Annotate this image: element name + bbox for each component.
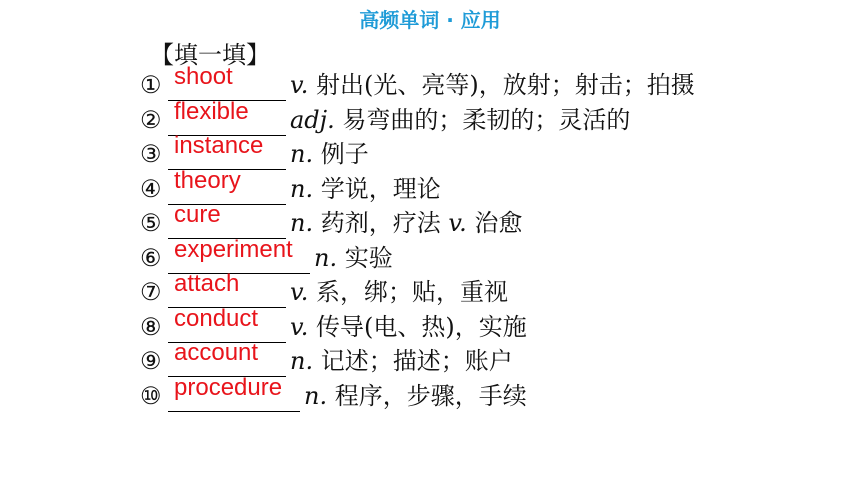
- item-number: ⑤: [140, 209, 162, 237]
- item-number: ②: [140, 105, 162, 134]
- part-of-speech: adj.: [290, 105, 335, 134]
- definition: 例子: [313, 140, 369, 168]
- item-number: ⑧: [140, 312, 162, 341]
- item-number: ⑦: [140, 278, 162, 306]
- section-label: 【填一填】: [150, 41, 270, 69]
- answer-text: procedure: [174, 373, 283, 401]
- definition: 易弯曲的；柔韧的；灵活的: [334, 105, 631, 134]
- part-of-speech: n.: [304, 381, 328, 410]
- vocab-item: [140, 373, 695, 416]
- answer-text: experiment: [174, 235, 293, 263]
- item-number: ⑨: [140, 347, 162, 375]
- part-of-speech: n.: [290, 140, 314, 168]
- item-number: ③: [140, 140, 162, 168]
- answer-text: instance: [174, 132, 264, 159]
- answer-text: flexible: [174, 97, 249, 125]
- part-of-speech: n.: [290, 209, 314, 237]
- part-of-speech-2: v.: [448, 209, 467, 237]
- vocab-item: [140, 166, 695, 209]
- vocab-list: [140, 63, 695, 415]
- part-of-speech: v.: [290, 278, 309, 306]
- definition: 系，绑；贴，重视: [308, 278, 508, 306]
- answer-text: theory: [174, 166, 241, 194]
- answer-text: cure: [174, 201, 221, 228]
- definition: 实验: [337, 243, 393, 272]
- answer-text: conduct: [174, 304, 259, 332]
- answer-text: attach: [174, 270, 240, 297]
- answer-text: account: [174, 339, 259, 366]
- item-number: ⑩: [140, 381, 162, 410]
- part-of-speech: v.: [290, 312, 309, 341]
- page-title: 高频单词 · 应用: [359, 8, 501, 32]
- definition: 学说，理论: [313, 174, 441, 203]
- part-of-speech: n.: [290, 347, 314, 375]
- part-of-speech: v.: [290, 71, 309, 99]
- answer-text: shoot: [174, 63, 233, 90]
- definition: 药剂，疗法: [313, 209, 449, 237]
- definition: 射出(光、亮等)，放射；射击；拍摄: [308, 71, 695, 99]
- item-number: ⑥: [140, 243, 162, 272]
- item-number: ①: [140, 71, 162, 99]
- definition-2: 治愈: [466, 209, 523, 237]
- definition: 记述；描述；账户: [313, 347, 513, 375]
- answer-blank: [168, 373, 300, 412]
- item-number: ④: [140, 174, 162, 203]
- definition: 传导(电、热)，实施: [308, 312, 527, 341]
- part-of-speech: n.: [290, 174, 314, 203]
- definition: 程序，步骤，手续: [327, 381, 527, 410]
- part-of-speech: n.: [314, 243, 338, 272]
